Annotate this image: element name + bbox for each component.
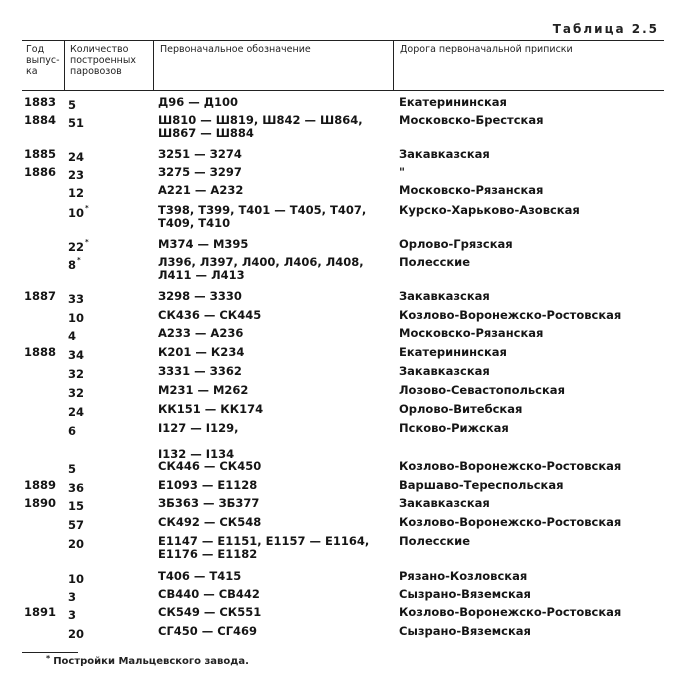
cell-designation: СК492 — СК548: [158, 515, 262, 529]
cell-designation: З331 — З362: [158, 364, 242, 378]
cell-designation: Д96 — Д100: [158, 95, 239, 109]
cell-designation: Е1147 — Е1151, Е1157 — Е1164, Е1176 — Е1182: [158, 534, 370, 561]
footnote-marker: *: [77, 256, 81, 264]
cell-count: [68, 535, 85, 551]
cell-count: [68, 384, 85, 400]
cell-road: Варшаво-Тереспольская: [399, 478, 564, 492]
cell-count: [68, 422, 77, 438]
cell-road: Орлово-Грязская: [399, 237, 513, 251]
cell-road: Закавказская: [399, 289, 490, 303]
cell-count: [68, 516, 85, 532]
cell-designation: Т398, Т399, Т401 — Т405, Т407, Т409, Т410: [158, 203, 367, 230]
cell-road: Закавказская: [399, 147, 490, 161]
cell-count-value: 22: [68, 239, 85, 254]
cell-count: [68, 479, 85, 495]
cell-designation: Л396, Л397, Л400, Л406, Л408, Л411 — Л413: [158, 255, 364, 282]
cell-count: [68, 460, 77, 476]
header-count: Количество построенных паровозов: [70, 44, 137, 77]
header-designation: Первоначальное обозначение: [160, 44, 311, 55]
cell-year: 1890: [24, 496, 57, 510]
cell-year: 1885: [24, 147, 57, 161]
cell-count: [68, 96, 77, 112]
cell-count: [68, 114, 85, 130]
cell-count: [68, 327, 77, 343]
cell-road: Сызрано-Вяземская: [399, 587, 531, 601]
cell-count-value: 57: [68, 517, 85, 532]
cell-count-value: 24: [68, 149, 85, 164]
cell-count-value: 51: [68, 115, 85, 130]
cell-count-value: 4: [68, 328, 77, 343]
cell-road: Московско-Рязанская: [399, 183, 544, 197]
cell-road: Екатерининская: [399, 345, 507, 359]
cell-designation: З275 — З297: [158, 165, 242, 179]
cell-count-value: 20: [68, 536, 85, 551]
cell-designation: СК549 — СК551: [158, 605, 262, 619]
cell-count: [68, 365, 85, 381]
cell-road: Закавказская: [399, 496, 490, 510]
cell-road: Козлово-Воронежско-Ростовская: [399, 308, 622, 322]
cell-designation: А221 — А232: [158, 183, 244, 197]
cell-designation: СВ440 — СВ442: [158, 587, 260, 601]
cell-designation: М231 — М262: [158, 383, 249, 397]
cell-designation: Т406 — Т415: [158, 569, 242, 583]
cell-count: [68, 588, 77, 604]
cell-count-value: 32: [68, 385, 85, 400]
cell-count-value: 3: [68, 607, 77, 622]
cell-road: Екатерининская: [399, 95, 507, 109]
cell-count: [68, 204, 89, 220]
footnote-marker: *: [85, 238, 89, 246]
cell-designation: СК436 — СК445: [158, 308, 262, 322]
header-year: Год выпус- ка: [26, 44, 60, 77]
cell-count-value: 20: [68, 626, 85, 641]
cell-designation: З298 — З330: [158, 289, 242, 303]
cell-road: Закавказская: [399, 364, 490, 378]
cell-designation: К201 — К234: [158, 345, 245, 359]
cell-road: Козлово-Воронежско-Ростовская: [399, 605, 622, 619]
cell-count: [68, 166, 85, 182]
cell-count: [68, 403, 85, 419]
cell-count-value: 36: [68, 480, 85, 495]
cell-count-value: 32: [68, 366, 85, 381]
cell-road: Полесские: [399, 534, 471, 548]
footnote-rule: [22, 652, 78, 653]
cell-designation: З251 — З274: [158, 147, 242, 161]
cell-year: 1886: [24, 165, 57, 179]
cell-road: Курско-Харьково-Азовская: [399, 203, 580, 217]
cell-count: [68, 309, 85, 325]
cell-designation: Ш810 — Ш819, Ш842 — Ш864, Ш867 — Ш884: [158, 113, 363, 140]
cell-road: Московско-Рязанская: [399, 326, 544, 340]
cell-designation: КК151 — КК174: [158, 402, 264, 416]
cell-designation: Е1093 — Е1128: [158, 478, 258, 492]
cell-count-value: 10: [68, 571, 85, 586]
cell-designation: А233 — А236: [158, 326, 244, 340]
cell-count: [68, 570, 85, 586]
cell-count-value: 33: [68, 291, 85, 306]
cell-count-value: 3: [68, 589, 77, 604]
cell-designation: ЗБ363 — ЗБ377: [158, 496, 260, 510]
cell-count-value: 6: [68, 423, 77, 438]
cell-count: [68, 238, 89, 254]
cell-count-value: 34: [68, 347, 85, 362]
cell-count-value: 12: [68, 185, 85, 200]
cell-designation: М374 — М395: [158, 237, 249, 251]
cell-count-value: 10: [68, 205, 85, 220]
cell-count: [68, 606, 77, 622]
footnote-marker: *: [85, 204, 89, 212]
cell-count-value: 15: [68, 498, 85, 513]
cell-designation: СК446 — СК450: [158, 459, 262, 473]
cell-count: [68, 346, 85, 362]
cell-road: Рязано-Козловская: [399, 569, 528, 583]
cell-count: [68, 625, 85, 641]
cell-count: [68, 184, 85, 200]
cell-count: [68, 290, 85, 306]
cell-designation: СГ450 — СГ469: [158, 624, 258, 638]
cell-year: 1884: [24, 113, 57, 127]
cell-road: Московско-Брестская: [399, 113, 544, 127]
cell-count: [68, 256, 81, 272]
header-road: Дорога первоначальной приписки: [400, 44, 573, 55]
cell-count-value: 24: [68, 404, 85, 419]
cell-count-value: 23: [68, 167, 85, 182]
cell-year: 1888: [24, 345, 57, 359]
cell-designation: I127 — I129, I132 — I134: [158, 421, 239, 461]
table-caption: Таблица 2.5: [552, 22, 659, 36]
footnote-text: Постройки Мальцевского завода.: [53, 656, 249, 667]
cell-year: 1891: [24, 605, 57, 619]
cell-road: Орлово-Витебская: [399, 402, 523, 416]
cell-road: Псково-Рижская: [399, 421, 509, 435]
cell-count-value: 5: [68, 97, 77, 112]
cell-year: 1883: [24, 95, 57, 109]
cell-year: 1887: [24, 289, 57, 303]
footnote: [46, 656, 249, 667]
cell-count-value: 10: [68, 310, 85, 325]
footnote-mark: *: [46, 654, 51, 663]
cell-road: ": [399, 165, 405, 179]
cell-road: Козлово-Воронежско-Ростовская: [399, 459, 622, 473]
cell-road: Лозово-Севастопольская: [399, 383, 565, 397]
cell-count-value: 8: [68, 257, 77, 272]
cell-road: Сызрано-Вяземская: [399, 624, 531, 638]
cell-count: [68, 497, 85, 513]
cell-count: [68, 148, 85, 164]
cell-year: 1889: [24, 478, 57, 492]
cell-count-value: 5: [68, 461, 77, 476]
cell-road: Козлово-Воронежско-Ростовская: [399, 515, 622, 529]
cell-road: Полесские: [399, 255, 471, 269]
